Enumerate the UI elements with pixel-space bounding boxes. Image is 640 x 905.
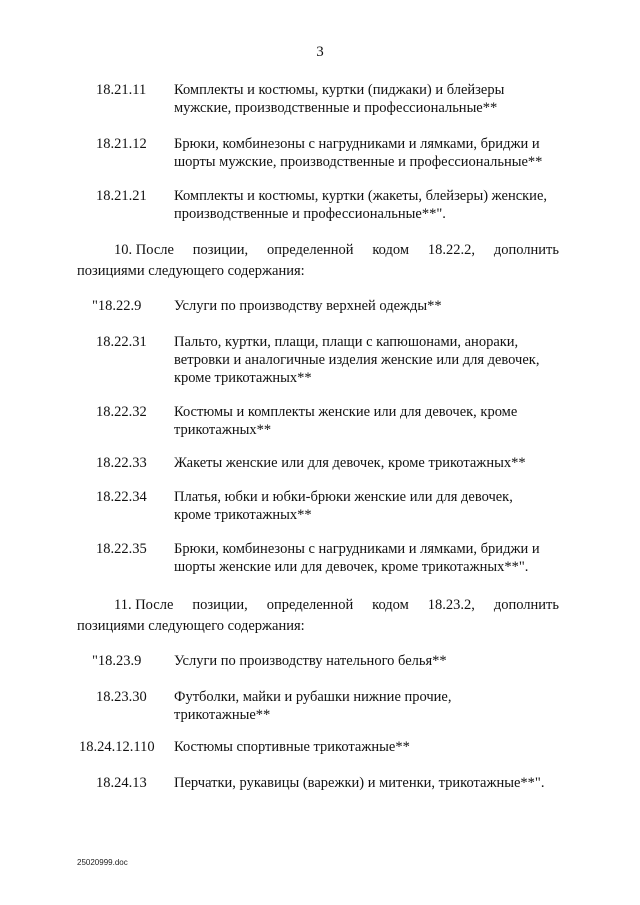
paragraph-10 — [77, 240, 559, 282]
item-description: Брюки, комбинезоны с нагрудниками и лямками, бриджи и шорты женские или для девочек, кроме трикотажных**". — [174, 541, 540, 575]
paragraph-line: 11. После позиции, определенной кодом 18.23.2, дополнить — [114, 597, 559, 613]
item-description: Брюки, комбинезоны с нагрудниками и лямками, бриджи и шорты мужские, производственные и профессиональные** — [174, 136, 543, 170]
item-code: "18.22.9 — [92, 298, 142, 314]
item-description: Перчатки, рукавицы (варежки) и митенки, трикотажные**". — [174, 775, 545, 791]
item-code: 18.21.21 — [96, 188, 147, 204]
paragraph-line: позициями следующего содержания: — [77, 618, 305, 634]
item-code: 18.22.34 — [96, 489, 147, 505]
item-description: Футболки, майки и рубашки нижние прочие, трикотажные** — [174, 689, 452, 723]
item-description: Костюмы спортивные трикотажные** — [174, 739, 410, 755]
item-code: 18.22.33 — [96, 455, 147, 471]
item-code: 18.24.13 — [96, 775, 147, 791]
item-description: Комплекты и костюмы, куртки (пиджаки) и блейзеры мужские, производственные и профессиональные** — [174, 82, 505, 116]
item-description: Комплекты и костюмы, куртки (жакеты, блейзеры) женские, производственные и профессиональные**". — [174, 188, 547, 222]
item-code: 18.21.12 — [96, 136, 147, 152]
item-description: Костюмы и комплекты женские или для девочек, кроме трикотажных** — [174, 404, 518, 438]
item-description: Услуги по производству верхней одежды** — [174, 298, 442, 314]
item-code: 18.21.11 — [96, 82, 147, 98]
item-description: Жакеты женские или для девочек, кроме трикотажных** — [174, 455, 526, 471]
document-filename: 25020999.doc — [77, 858, 128, 867]
item-description: Пальто, куртки, плащи, плащи с капюшонами, анораки, ветровки и аналогичные изделия женские или для девочек, кроме трикотажных** — [174, 334, 540, 386]
paragraph-line: позициями следующего содержания: — [77, 263, 305, 279]
item-code: 18.24.12.110 — [79, 739, 155, 755]
item-description: Платья, юбки и юбки-брюки женские или для девочек, кроме трикотажных** — [174, 489, 513, 523]
item-code: 18.22.32 — [96, 404, 147, 420]
paragraph-11 — [77, 595, 559, 637]
paragraph-line: 10. После позиции, определенной кодом 18.22.2, дополнить — [114, 242, 559, 258]
item-code: "18.23.9 — [92, 653, 142, 669]
item-description: Услуги по производству нательного белья** — [174, 653, 447, 669]
item-code: 18.22.31 — [96, 334, 147, 350]
item-code: 18.22.35 — [96, 541, 147, 557]
page-number: 3 — [316, 44, 324, 60]
item-code: 18.23.30 — [96, 689, 147, 705]
